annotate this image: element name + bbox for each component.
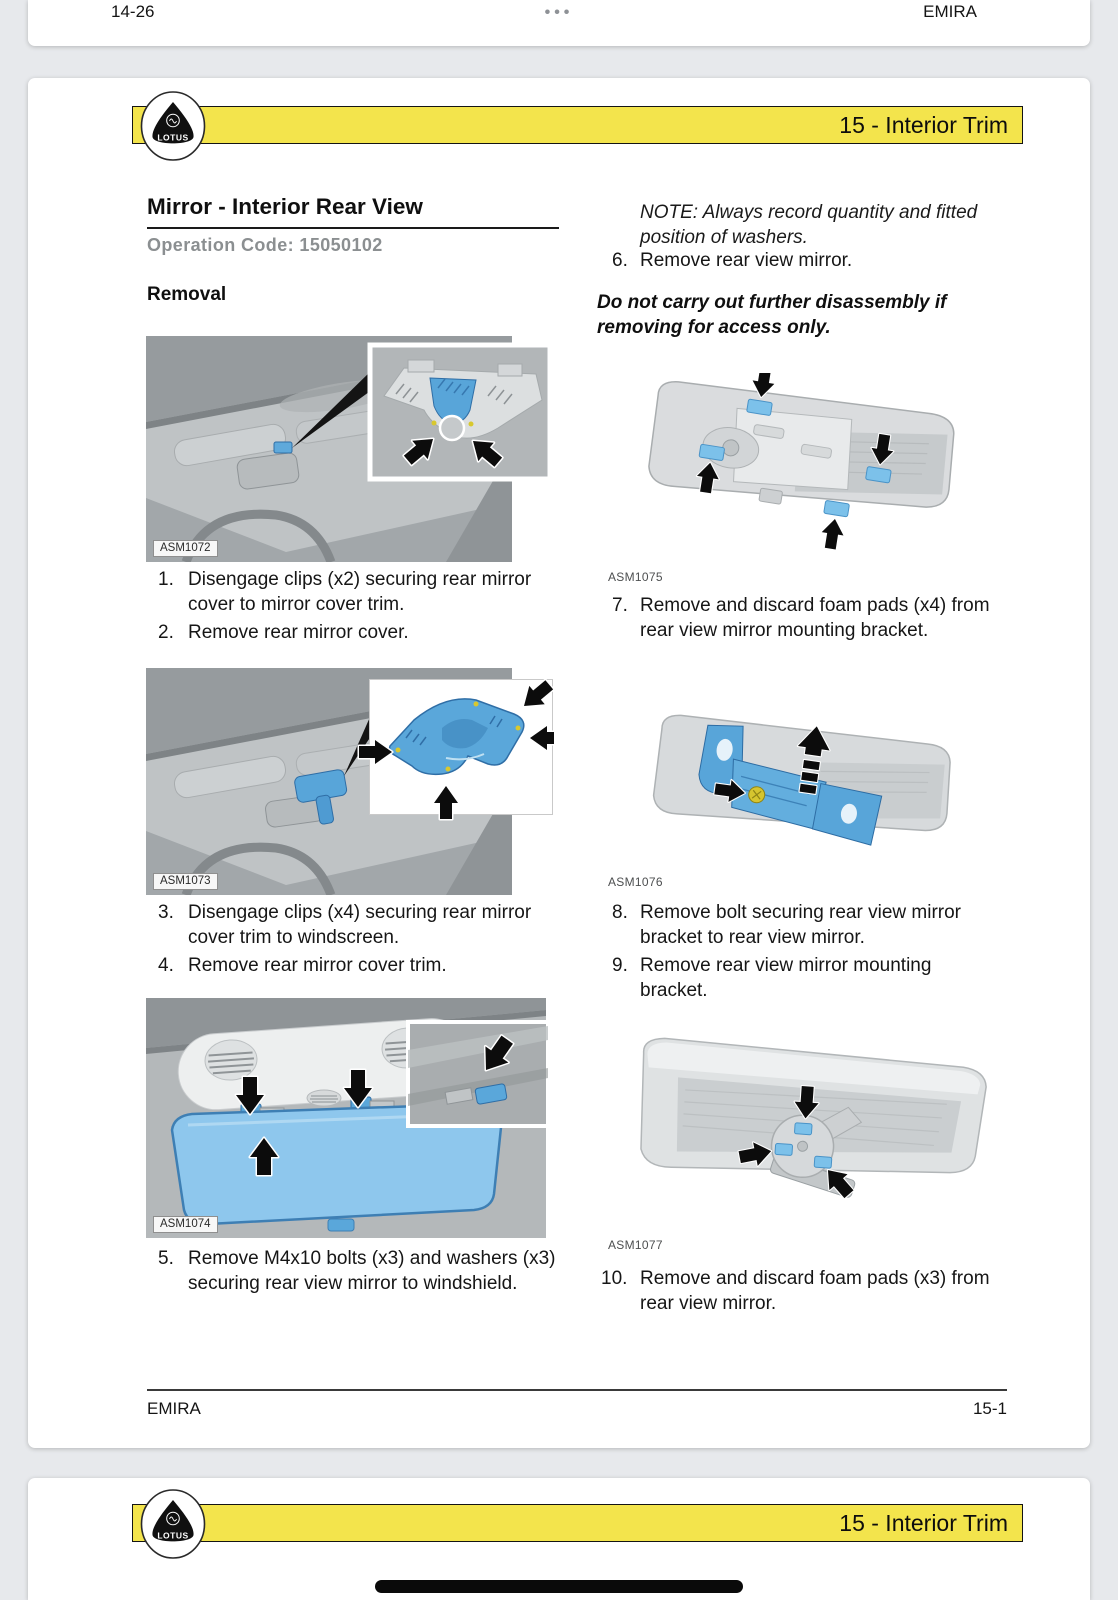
figure-label-badge: ASM1074 — [153, 1216, 218, 1233]
figure-asm1075 — [580, 373, 1010, 558]
step-text: Remove rear mirror cover trim. — [188, 955, 447, 976]
step-number: 6. — [612, 250, 628, 271]
step-item — [158, 567, 560, 617]
figure-label: ASM1077 — [608, 1238, 663, 1252]
next-section-banner — [132, 1504, 1023, 1542]
operation-code: Operation Code: 15050102 — [147, 235, 383, 255]
page-options-dots[interactable]: ••• — [544, 4, 574, 21]
step-item — [158, 620, 560, 645]
step-text: Remove rear view mirror mounting bracket. — [640, 955, 932, 1002]
step-number: 7. — [612, 595, 628, 616]
figure-label: ASM1076 — [608, 875, 663, 889]
step-text: Remove rear mirror cover. — [188, 622, 409, 643]
figure-asm1072 — [146, 336, 554, 562]
figure-label-badge: ASM1073 — [153, 873, 218, 890]
page-footer — [147, 1399, 1007, 1419]
step-text: Remove and discard foam pads (x4) from rear view mirror mounting bracket. — [640, 595, 990, 642]
home-indicator[interactable] — [375, 1580, 743, 1593]
step-number: 2. — [158, 622, 174, 643]
manual-page — [28, 78, 1090, 1448]
svg-text:LOTUS: LOTUS — [157, 132, 189, 143]
figure-label: ASM1075 — [608, 570, 663, 584]
note-text: NOTE: Always record quantity and fitted position of washers. — [640, 202, 978, 249]
step-number: 8. — [612, 902, 628, 923]
step-item — [158, 900, 560, 950]
next-section-title: 15 - Interior Trim — [839, 1509, 1008, 1536]
section-title: 15 - Interior Trim — [839, 111, 1008, 138]
step-item — [612, 953, 1004, 1003]
prev-page-number: 14-26 — [111, 2, 155, 21]
warning-text: Do not carry out further disassembly if removing for access only. — [597, 292, 947, 339]
step-number: 4. — [158, 955, 174, 976]
subsection-heading: Removal — [147, 284, 227, 305]
step-text: Remove bolt securing rear view mirror bracket to rear view mirror. — [640, 902, 961, 949]
lotus-logo-icon — [140, 1489, 206, 1559]
step-text: Disengage clips (x2) securing rear mirror cover to mirror cover trim. — [188, 569, 532, 616]
step-item — [612, 248, 1004, 273]
step-text: Remove and discard foam pads (x3) from rear view mirror. — [640, 1268, 990, 1315]
step-text: Remove M4x10 bolts (x3) and washers (x3) securing rear view mirror to windshield. — [188, 1248, 556, 1295]
figure-asm1073 — [146, 668, 554, 895]
step-item — [158, 1246, 560, 1296]
step-text: Remove rear view mirror. — [640, 250, 853, 271]
prev-model-label: EMIRA — [923, 2, 977, 21]
step-number: 10. — [601, 1268, 628, 1289]
svg-text:LOTUS: LOTUS — [157, 1530, 189, 1541]
footer-page-number: 15-1 — [972, 1399, 1007, 1418]
figure-asm1076 — [580, 708, 1010, 873]
lotus-logo-icon — [140, 91, 206, 161]
figure-asm1074 — [146, 998, 554, 1238]
step-number: 1. — [158, 569, 174, 590]
footer-model-label: EMIRA — [147, 1399, 201, 1418]
step-number: 5. — [158, 1248, 174, 1269]
figure-label-badge: ASM1072 — [153, 540, 218, 557]
footer-rule — [147, 1389, 1007, 1391]
step-text: Disengage clips (x4) securing rear mirror cover trim to windscreen. — [188, 902, 532, 949]
step-number: 3. — [158, 902, 174, 923]
step-item — [612, 593, 1004, 643]
previous-page-fragment — [28, 0, 1090, 46]
step-item — [601, 1266, 1004, 1316]
step-number: 9. — [612, 955, 628, 976]
step-item — [158, 953, 560, 978]
step-item — [612, 900, 1004, 950]
figure-asm1077 — [580, 1026, 1020, 1208]
section-banner — [132, 106, 1023, 144]
article-title: Mirror - Interior Rear View — [147, 194, 559, 229]
